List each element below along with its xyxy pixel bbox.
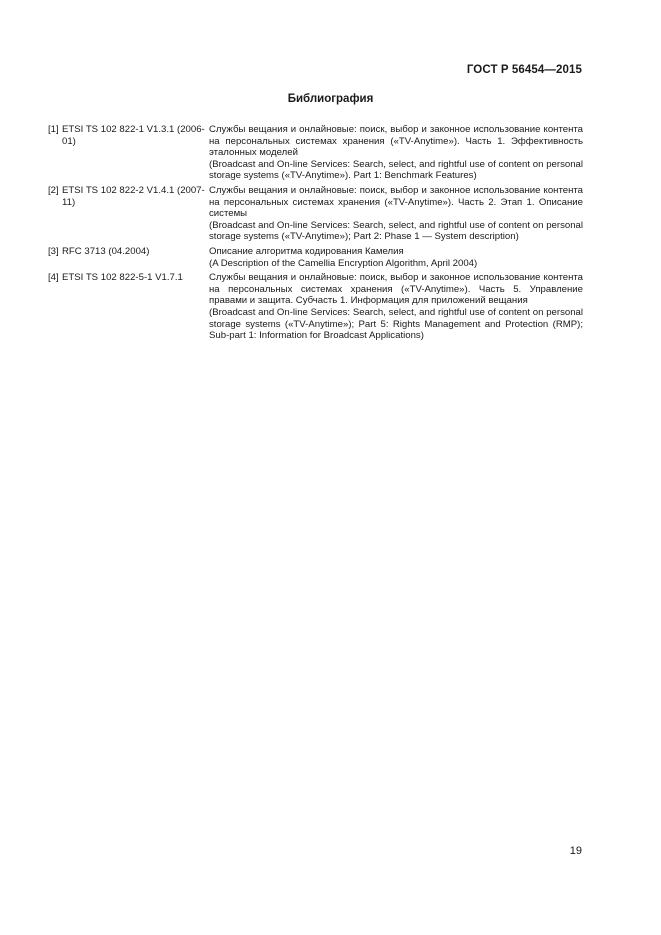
- entry-reference: RFC 3713 (04.2004): [62, 245, 150, 257]
- entry-title-ru: Описание алгоритма кодирования Камелия: [209, 245, 404, 257]
- entry-title-ru: Службы вещания и онлайновые: поиск, выбор и законное использование контента на персональных системах хранения («TV-Anytime»). Часть 2. Этап 1. Описание системы: [209, 184, 583, 220]
- entry-number: [2]: [48, 184, 59, 196]
- entry-description: [209, 272, 583, 342]
- page-title: Библиография: [287, 93, 374, 105]
- entry-number: [3]: [48, 245, 59, 257]
- entry-description: [209, 185, 583, 243]
- bibliography-entry: [48, 185, 583, 243]
- entry-number: [4]: [48, 272, 59, 284]
- entry-title-en: (Broadcast and On-line Services: Search, select, and rightful use of content on personal storage systems («TV-Anytime»). Part 1: Benchmark Features): [209, 158, 583, 182]
- standard-code-header: ГОСТ Р 56454—2015: [466, 64, 582, 76]
- bibliography-entry: [48, 272, 583, 342]
- entry-title-en: (Broadcast and On-line Services: Search, select, and rightful use of content on personal storage systems («TV-Anytime»); Part 5: Rights Management and Protection (RMP); Sub-part 1: Information for Broadcast Applications): [209, 306, 583, 342]
- bibliography-list: [48, 124, 583, 345]
- entry-reference: ETSI TS 102 822-2 V1.4.1 (2007-11): [62, 184, 205, 208]
- entry-title-ru: Службы вещания и онлайновые: поиск, выбор и законное использование контента на персональных системах хранения («TV-Anytime»). Часть 1. Эффективность эталонных моделей: [209, 124, 583, 159]
- entry-title-en: (Broadcast and On-line Services: Search, select, and rightful use of content on personal storage systems («TV-Anytime»); Part 2: Phase 1 — System description): [209, 219, 583, 243]
- entry-reference: ETSI TS 102 822-1 V1.3.1 (2006-01): [62, 124, 205, 147]
- bibliography-entry: [48, 246, 583, 269]
- entry-reference: ETSI TS 102 822-5-1 V1.7.1: [62, 272, 183, 284]
- entry-description: [209, 246, 583, 269]
- page-number: 19: [569, 845, 582, 857]
- bibliography-entry: [48, 124, 583, 182]
- entry-number: [1]: [48, 124, 59, 135]
- entry-title-en: (A Description of the Camellia Encryption Algorithm, April 2004): [209, 257, 478, 269]
- entry-title-ru: Службы вещания и онлайновые: поиск, выбор и законное использование контента на персональных системах хранения («TV-Anytime»). Часть 5. Управление правами и защита. Субчасть 1. Информация для приложений вещания: [209, 272, 583, 307]
- entry-description: [209, 124, 583, 182]
